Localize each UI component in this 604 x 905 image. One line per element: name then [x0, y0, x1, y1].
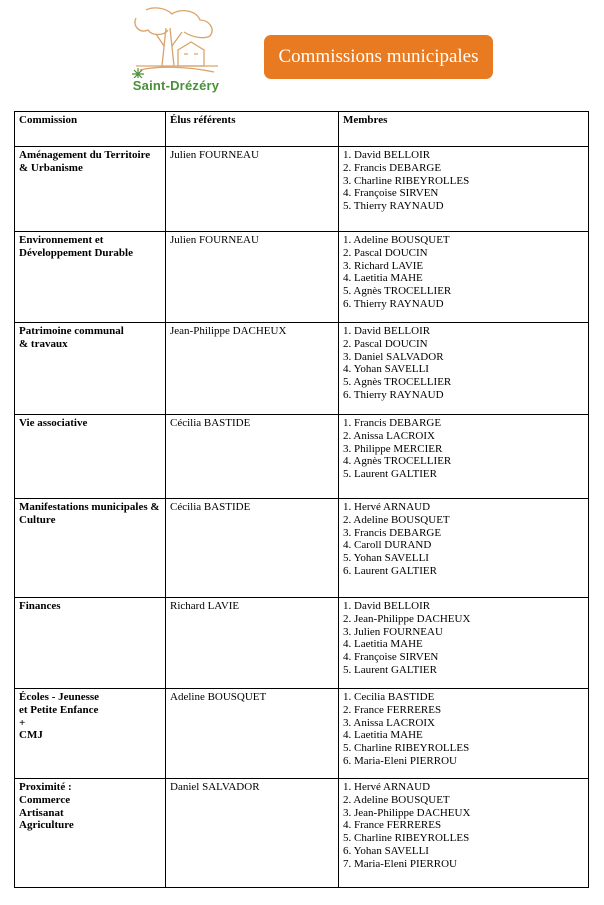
member-item: 5. Charline RIBEYROLLES	[343, 832, 470, 845]
column-header-elus: Élus référents	[166, 112, 339, 147]
member-item: 5. Laurent GALTIER	[343, 663, 437, 676]
elu-referent: Cécilia BASTIDE	[166, 499, 339, 598]
member-item: 6. Laurent GALTIER	[343, 564, 437, 577]
member-item: 6. Yohan SAVELLI	[343, 844, 429, 857]
commission-name-line: Agriculture	[19, 819, 74, 832]
elu-referent: Richard LAVIE	[166, 598, 339, 689]
commission-name-line: Manifestations municipales &	[19, 501, 160, 513]
member-item: 6. Maria-Eleni PIERROU	[343, 754, 457, 767]
member-item: 1. Francis DEBARGE	[343, 417, 442, 429]
commission-name	[15, 147, 166, 232]
page-title: Commissions municipales	[264, 35, 493, 79]
members-cell	[339, 779, 589, 888]
commission-name-line: Commerce	[19, 793, 71, 806]
members-cell	[339, 689, 589, 779]
commission-name	[15, 779, 166, 888]
member-item: 6. Thierry RAYNAUD	[343, 388, 444, 401]
member-item: 3. Francis DEBARGE	[343, 526, 442, 539]
member-item: 1. Hervé ARNAUD	[343, 501, 431, 513]
member-item: 3. Anissa LACROIX	[343, 716, 435, 729]
commission-name-line: et Petite Enfance	[19, 703, 99, 716]
table-row	[15, 147, 589, 232]
members-cell	[339, 415, 589, 499]
members-list	[343, 781, 584, 871]
member-item: 5. Thierry RAYNAUD	[343, 200, 444, 213]
member-item: 3. Julien FOURNEAU	[343, 625, 443, 638]
commission-name-line: CMJ	[19, 729, 43, 742]
table-row	[15, 689, 589, 779]
table-header-row	[15, 112, 589, 147]
member-item: 2. Adeline BOUSQUET	[343, 793, 450, 806]
member-item: 2. Adeline BOUSQUET	[343, 513, 450, 526]
member-item: 1. Adeline BOUSQUET	[343, 234, 450, 246]
commission-name-line: Développement Durable	[19, 246, 133, 259]
town-logo	[126, 6, 226, 98]
commissions-table	[14, 111, 589, 888]
members-cell	[339, 598, 589, 689]
member-item: 5. Agnès TROCELLIER	[343, 285, 452, 298]
member-item: 4. Agnès TROCELLIER	[343, 455, 452, 468]
member-item: 4. Laetitia MAHE	[343, 638, 423, 651]
member-item: 4. Françoise SIRVEN	[343, 187, 439, 200]
member-item: 1. David BELLOIR	[343, 149, 431, 161]
commission-name	[15, 232, 166, 323]
commission-name-line: Finances	[19, 600, 61, 612]
member-item: 4. Laetitia MAHE	[343, 272, 423, 285]
member-item: 2. Jean-Philippe DACHEUX	[343, 612, 471, 625]
member-item: 2. Pascal DOUCIN	[343, 337, 428, 350]
commission-name	[15, 499, 166, 598]
commission-name-line: Vie associative	[19, 417, 88, 429]
member-item: 4. Yohan SAVELLI	[343, 363, 429, 376]
member-item: 2. Francis DEBARGE	[343, 161, 442, 174]
member-item: 5. Charline RIBEYROLLES	[343, 742, 470, 755]
commission-name-line: Patrimoine communal	[19, 325, 124, 337]
commission-name	[15, 415, 166, 499]
members-cell	[339, 499, 589, 598]
member-item: 4. France FERRERES	[343, 819, 442, 832]
member-item: 3. Daniel SALVADOR	[343, 350, 444, 363]
commission-name-line: & travaux	[19, 337, 68, 350]
table-row	[15, 415, 589, 499]
member-item: 3. Jean-Philippe DACHEUX	[343, 806, 471, 819]
members-list	[343, 501, 584, 578]
member-item: 6. Thierry RAYNAUD	[343, 297, 444, 310]
table-row	[15, 779, 589, 888]
members-list	[343, 325, 584, 402]
table-row	[15, 499, 589, 598]
member-item: 1. David BELLOIR	[343, 325, 431, 337]
elu-referent: Julien FOURNEAU	[166, 232, 339, 323]
member-item: 7. Maria-Eleni PIERROU	[343, 857, 457, 870]
member-item: 5. Agnès TROCELLIER	[343, 376, 452, 389]
members-cell	[339, 147, 589, 232]
member-item: 3. Charline RIBEYROLLES	[343, 174, 470, 187]
members-list	[343, 234, 584, 311]
member-item: 5. Yohan SAVELLI	[343, 552, 429, 565]
table-row	[15, 232, 589, 323]
member-item: 3. Richard LAVIE	[343, 259, 424, 272]
commission-name-line: Artisanat	[19, 806, 64, 819]
table-row	[15, 323, 589, 415]
member-item: 4. Françoise SIRVEN	[343, 651, 439, 664]
members-list	[343, 691, 584, 768]
commission-name-line: Aménagement du Territoire	[19, 149, 151, 161]
elu-referent: Daniel SALVADOR	[166, 779, 339, 888]
commission-name	[15, 598, 166, 689]
elu-referent: Julien FOURNEAU	[166, 147, 339, 232]
commission-name	[15, 323, 166, 415]
commission-name-line: Culture	[19, 513, 56, 526]
members-list	[343, 149, 584, 213]
member-item: 2. Anissa LACROIX	[343, 429, 435, 442]
logo-text: Saint-Drézéry	[132, 78, 220, 93]
commission-name-line: Environnement et	[19, 234, 104, 246]
members-cell	[339, 232, 589, 323]
member-item: 1. Cecilia BASTIDE	[343, 691, 435, 703]
members-list	[343, 417, 584, 481]
commission-name-line: Proximité :	[19, 781, 72, 793]
member-item: 1. David BELLOIR	[343, 600, 431, 612]
member-item: 4. Caroll DURAND	[343, 539, 432, 552]
commission-name-line: +	[19, 716, 26, 729]
commission-name-line: & Urbanisme	[19, 161, 83, 174]
member-item: 2. Pascal DOUCIN	[343, 246, 428, 259]
table-row	[15, 598, 589, 689]
member-item: 4. Laetitia MAHE	[343, 729, 423, 742]
elu-referent: Jean-Philippe DACHEUX	[166, 323, 339, 415]
members-cell	[339, 323, 589, 415]
commission-name-line: Écoles - Jeunesse	[19, 691, 100, 703]
elu-referent: Cécilia BASTIDE	[166, 415, 339, 499]
members-list	[343, 600, 584, 677]
member-item: 5. Laurent GALTIER	[343, 468, 437, 481]
commission-name	[15, 689, 166, 779]
member-item: 3. Philippe MERCIER	[343, 442, 443, 455]
column-header-membres: Membres	[339, 112, 589, 147]
member-item: 1. Hervé ARNAUD	[343, 781, 431, 793]
column-header-commission: Commission	[15, 112, 166, 147]
elu-referent: Adeline BOUSQUET	[166, 689, 339, 779]
member-item: 2. France FERRERES	[343, 703, 442, 716]
tree-icon	[126, 6, 226, 78]
